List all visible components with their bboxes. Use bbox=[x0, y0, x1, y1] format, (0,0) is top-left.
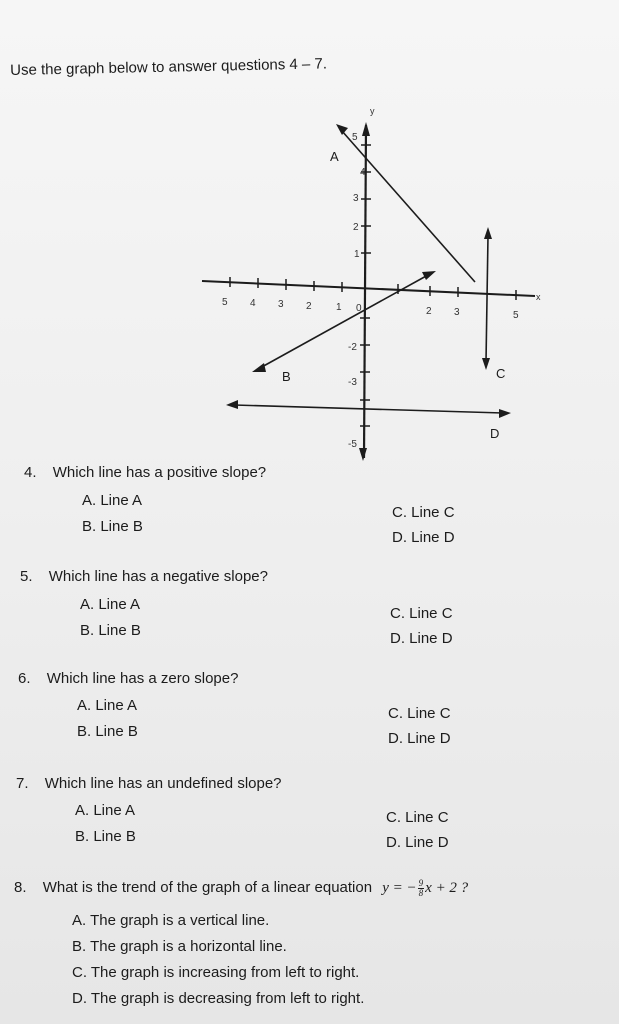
question-number: 6. bbox=[18, 670, 31, 687]
q6-option-d[interactable]: D. Line D bbox=[388, 730, 451, 747]
equation-lhs: y = − bbox=[382, 880, 417, 896]
line-b-label: B bbox=[282, 369, 291, 384]
instructions-text: Use the graph below to answer questions 4 – 7. bbox=[10, 55, 328, 79]
question-number: 7. bbox=[16, 775, 29, 792]
y-axis-top-arrow bbox=[362, 122, 370, 136]
q7-option-d[interactable]: D. Line D bbox=[386, 834, 449, 851]
line-c bbox=[486, 236, 488, 362]
q6-option-c[interactable]: C. Line C bbox=[388, 705, 451, 722]
line-d bbox=[234, 405, 503, 413]
y-tick-label: 1 bbox=[354, 249, 360, 260]
q5-option-a[interactable]: A. Line A bbox=[80, 596, 141, 613]
x-axis-name: x bbox=[536, 292, 541, 302]
question-number: 8. bbox=[14, 879, 27, 896]
q5-option-c[interactable]: C. Line C bbox=[390, 605, 453, 622]
x-tick-label: 2 bbox=[306, 301, 312, 312]
question-6 bbox=[18, 670, 238, 687]
q4-option-d[interactable]: D. Line D bbox=[392, 529, 455, 546]
y-axis-bottom-arrow bbox=[359, 448, 367, 461]
coordinate-graph bbox=[190, 100, 550, 470]
fraction-denominator: 8 bbox=[418, 888, 424, 899]
y-tick-label: -3 bbox=[348, 377, 357, 388]
y-tick-label: 2 bbox=[353, 222, 359, 233]
question-text: Which line has a negative slope? bbox=[48, 568, 268, 585]
q7-option-c[interactable]: C. Line C bbox=[386, 809, 449, 826]
question-text: Which line has a positive slope? bbox=[52, 464, 267, 481]
line-d-label: D bbox=[490, 426, 500, 441]
q8-option-d[interactable]: D. The graph is decreasing from left to right. bbox=[72, 990, 365, 1007]
line-c-label: C bbox=[496, 366, 506, 381]
x-tick-label: 0 bbox=[356, 303, 362, 314]
question-number: 5. bbox=[20, 568, 33, 585]
x-axis bbox=[202, 281, 535, 296]
line-d-right-arrow bbox=[499, 409, 511, 418]
question-5 bbox=[20, 568, 268, 585]
y-axis-name: y bbox=[370, 106, 375, 116]
q5-option-b[interactable]: B. Line B bbox=[80, 622, 141, 639]
line-a bbox=[342, 131, 475, 282]
equation bbox=[382, 878, 469, 899]
q6-option-a[interactable]: A. Line A bbox=[77, 697, 138, 714]
y-tick-label: -2 bbox=[348, 342, 357, 353]
x-tick-label: 3 bbox=[278, 299, 284, 310]
q6-option-b[interactable]: B. Line B bbox=[77, 723, 138, 740]
line-c-top-arrow bbox=[484, 227, 492, 239]
x-tick-label: 2 bbox=[426, 306, 432, 317]
q5-option-d[interactable]: D. Line D bbox=[390, 630, 453, 647]
q4-option-c[interactable]: C. Line C bbox=[392, 504, 455, 521]
line-d-left-arrow bbox=[226, 400, 238, 409]
x-tick-label: 3 bbox=[454, 307, 460, 318]
question-text: What is the trend of the graph of a linear equation bbox=[42, 879, 373, 896]
question-text: Which line has an undefined slope? bbox=[44, 775, 282, 792]
q8-option-a[interactable]: A. The graph is a vertical line. bbox=[72, 912, 270, 929]
y-tick-label: 4 bbox=[360, 167, 366, 178]
question-8 bbox=[14, 879, 468, 898]
x-tick-label: 5 bbox=[222, 297, 228, 308]
question-4 bbox=[24, 464, 266, 481]
q8-option-c[interactable]: C. The graph is increasing from left to right. bbox=[72, 964, 360, 981]
question-number: 4. bbox=[24, 464, 37, 481]
x-tick-label: 5 bbox=[513, 310, 519, 321]
equation-fraction bbox=[418, 879, 425, 898]
line-b-left-arrow bbox=[252, 363, 266, 372]
line-b bbox=[260, 275, 428, 368]
line-a-arrow bbox=[336, 124, 348, 135]
fraction-numerator: 9 bbox=[418, 878, 424, 889]
y-tick-label: -5 bbox=[348, 439, 357, 450]
question-text: Which line has a zero slope? bbox=[46, 670, 239, 687]
q7-option-b[interactable]: B. Line B bbox=[75, 828, 136, 845]
q4-option-b[interactable]: B. Line B bbox=[82, 518, 143, 535]
q4-option-a[interactable]: A. Line A bbox=[82, 492, 143, 509]
q7-option-a[interactable]: A. Line A bbox=[75, 802, 136, 819]
q8-option-b[interactable]: B. The graph is a horizontal line. bbox=[72, 938, 287, 955]
x-tick-label: 4 bbox=[250, 298, 256, 309]
y-tick-label: 3 bbox=[353, 193, 359, 204]
equation-rhs: x + 2 ? bbox=[425, 880, 469, 896]
y-tick-label: 5 bbox=[352, 132, 358, 143]
x-tick-label: 1 bbox=[336, 302, 342, 313]
line-a-label: A bbox=[330, 149, 339, 164]
line-c-bottom-arrow bbox=[482, 358, 490, 370]
line-b-right-arrow bbox=[422, 271, 436, 280]
question-7 bbox=[16, 775, 282, 792]
